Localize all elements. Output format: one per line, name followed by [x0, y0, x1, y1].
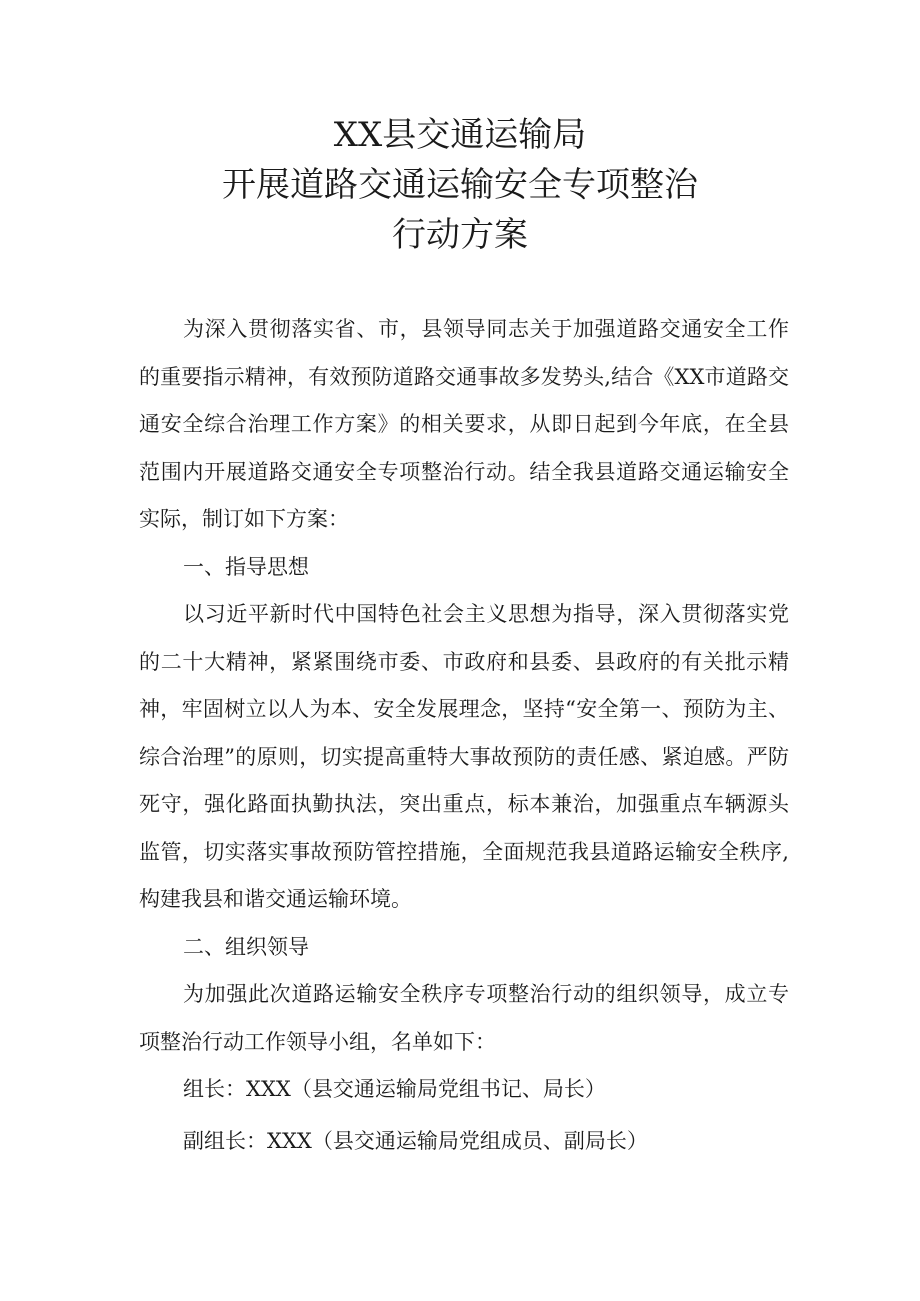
member-deputy-leader: 副组长：XXX（县交通运输局党组成员、副局长） [183, 1128, 648, 1153]
intro-paragraph: 为深入贯彻落实省、市，县领导同志关于加强道路交通安全工作的重要指示精神，有效预防道路交通事故多发势头,结合《XX市道路交通安全综合治理工作方案》的相关要求，从即日起到今年底，在全县范围内开展道路交通安全专项整治行动。结全我县道路交通运输安全实际，制订如下方案： [139, 317, 789, 531]
section-heading-organization: 二、组织领导 [183, 934, 309, 959]
section-heading-guiding-ideology: 一、指导思想 [183, 554, 309, 579]
title-line-1: XX县交通运输局 [333, 115, 587, 155]
member-leader: 组长：XXX（县交通运输局党组书记、局长） [183, 1077, 606, 1101]
organization-paragraph: 为加强此次道路运输安全秩序专项整治行动的组织领导，成立专项整治行动工作领导小组，名单如下： [139, 982, 789, 1054]
document-title [0, 110, 920, 260]
title-line-2: 开展道路交通运输安全专项整治 [222, 165, 698, 205]
document-body [139, 306, 789, 1165]
title-line-3: 行动方案 [392, 215, 528, 255]
guiding-ideology-paragraph: 以习近平新时代中国特色社会主义思想为指导，深入贯彻落实党的二十大精神，紧紧围绕市委、市政府和县委、县政府的有关批示精神，牢固树立以人为本、安全发展理念，坚持“安全第一、预防为主、综合治理”的原则，切实提高重特大事故预防的责任感、紧迫感。严防死守，强化路面执勤执法，突出重点，标本兼治，加强重点车辆源头监管，切实落实事故预防管控措施，全面规范我县道路运输安全秩序,构建我县和谐交通运输环境。 [139, 602, 789, 911]
